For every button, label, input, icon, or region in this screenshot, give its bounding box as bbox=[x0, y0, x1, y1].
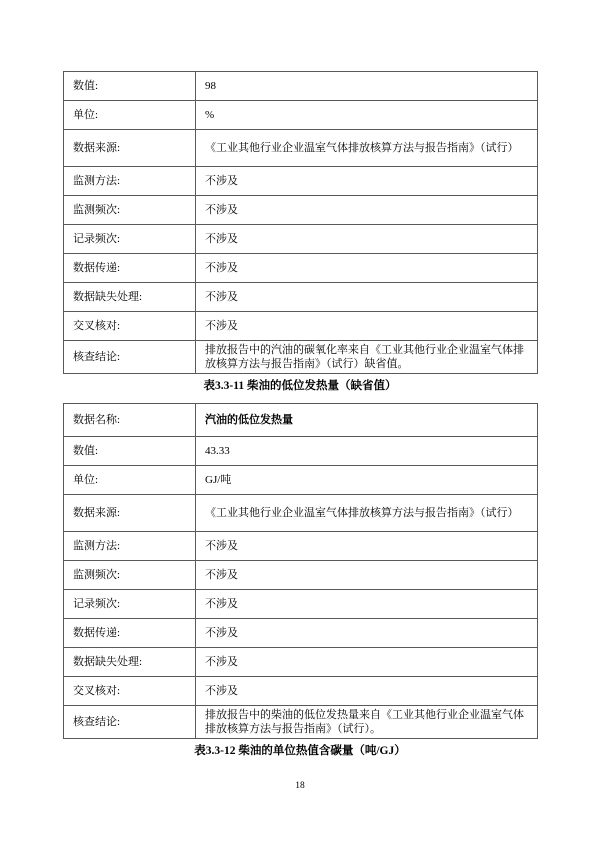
table-caption-3-3-11: 表3.3-11 柴油的低位发热量（缺省值） bbox=[203, 380, 397, 392]
row-value-cell: 不涉及 bbox=[196, 561, 538, 590]
table-row bbox=[64, 466, 538, 495]
row-value-cell: 43.33 bbox=[196, 437, 538, 466]
table-row bbox=[64, 495, 538, 532]
table-row bbox=[64, 72, 538, 101]
row-label-cell: 核查结论: bbox=[64, 706, 196, 739]
table-row bbox=[64, 254, 538, 283]
row-value-cell: 不涉及 bbox=[196, 677, 538, 706]
table-row bbox=[64, 341, 538, 374]
table-row bbox=[64, 619, 538, 648]
row-value-cell: 不涉及 bbox=[196, 312, 538, 341]
row-value-cell: 不涉及 bbox=[196, 532, 538, 561]
row-value-cell: 汽油的低位发热量 bbox=[196, 404, 538, 437]
page-content bbox=[63, 71, 537, 759]
table-row bbox=[64, 706, 538, 739]
data-table-gasoline-oxidation-rate bbox=[63, 71, 538, 374]
table-row bbox=[64, 167, 538, 196]
row-value-cell: 排放报告中的柴油的低位发热量来自《工业其他行业企业温室气体排放核算方法与报告指南》（试行）。 bbox=[196, 706, 538, 739]
table-row bbox=[64, 196, 538, 225]
row-value-cell: 不涉及 bbox=[196, 283, 538, 312]
row-value-cell: 不涉及 bbox=[196, 590, 538, 619]
row-label-cell: 监测方法: bbox=[64, 167, 196, 196]
row-value-cell: 不涉及 bbox=[196, 225, 538, 254]
row-value-cell: 98 bbox=[196, 72, 538, 101]
row-label-cell: 数据传递: bbox=[64, 619, 196, 648]
data-table-gasoline-ncv bbox=[63, 403, 538, 739]
row-label-cell: 数据名称: bbox=[64, 404, 196, 437]
row-label-cell: 监测频次: bbox=[64, 561, 196, 590]
row-value-cell: 《工业其他行业企业温室气体排放核算方法与报告指南》（试行） bbox=[196, 130, 538, 167]
row-label-cell: 数据来源: bbox=[64, 495, 196, 532]
table-row bbox=[64, 677, 538, 706]
row-label-cell: 监测频次: bbox=[64, 196, 196, 225]
table-row bbox=[64, 590, 538, 619]
row-label-cell: 监测方法: bbox=[64, 532, 196, 561]
row-label-cell: 单位: bbox=[64, 466, 196, 495]
row-value-cell: 不涉及 bbox=[196, 196, 538, 225]
table-row bbox=[64, 312, 538, 341]
row-label-cell: 核查结论: bbox=[64, 341, 196, 374]
row-label-cell: 记录频次: bbox=[64, 225, 196, 254]
row-value-cell: % bbox=[196, 101, 538, 130]
row-label-cell: 数据缺失处理: bbox=[64, 283, 196, 312]
table-row bbox=[64, 225, 538, 254]
row-label-cell: 数值: bbox=[64, 72, 196, 101]
table-row bbox=[64, 404, 538, 437]
table-row bbox=[64, 437, 538, 466]
row-value-cell: GJ/吨 bbox=[196, 466, 538, 495]
row-label-cell: 记录频次: bbox=[64, 590, 196, 619]
page-number: 18 bbox=[295, 781, 305, 791]
table-row bbox=[64, 101, 538, 130]
row-label-cell: 单位: bbox=[64, 101, 196, 130]
table-caption-3-3-12: 表3.3-12 柴油的单位热值含碳量（吨/GJ） bbox=[194, 745, 406, 757]
row-label-cell: 交叉核对: bbox=[64, 312, 196, 341]
row-label-cell: 交叉核对: bbox=[64, 677, 196, 706]
row-label-cell: 数值: bbox=[64, 437, 196, 466]
row-label-cell: 数据缺失处理: bbox=[64, 648, 196, 677]
table-row bbox=[64, 561, 538, 590]
table-row bbox=[64, 532, 538, 561]
table-row bbox=[64, 130, 538, 167]
row-value-cell: 排放报告中的汽油的碳氧化率来自《工业其他行业企业温室气体排放核算方法与报告指南》（试行）缺省值。 bbox=[196, 341, 538, 374]
row-value-cell: 不涉及 bbox=[196, 648, 538, 677]
table-row bbox=[64, 283, 538, 312]
row-value-cell: 不涉及 bbox=[196, 167, 538, 196]
row-value-cell: 不涉及 bbox=[196, 254, 538, 283]
row-value-cell: 《工业其他行业企业温室气体排放核算方法与报告指南》（试行） bbox=[196, 495, 538, 532]
row-label-cell: 数据来源: bbox=[64, 130, 196, 167]
row-value-cell: 不涉及 bbox=[196, 619, 538, 648]
row-label-cell: 数据传递: bbox=[64, 254, 196, 283]
table-row bbox=[64, 648, 538, 677]
